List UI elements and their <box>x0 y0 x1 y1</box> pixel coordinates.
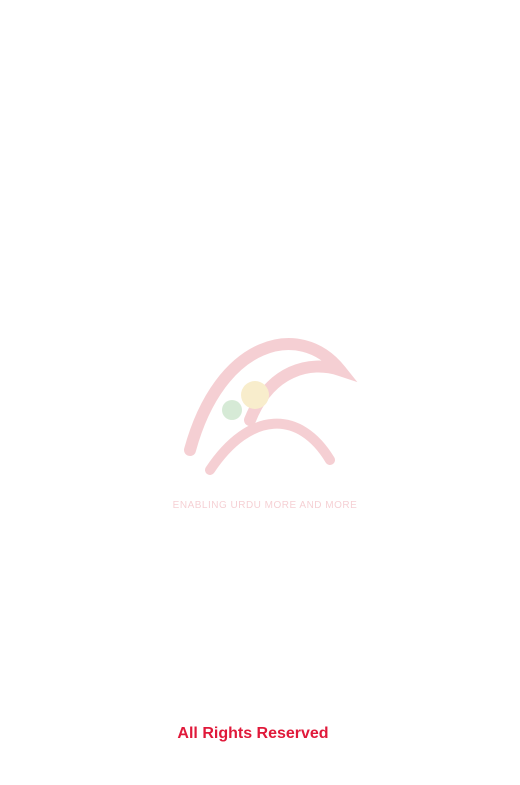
text-line <box>14 754 506 779</box>
text-line <box>14 142 506 167</box>
text-line <box>14 467 506 492</box>
paragraph <box>14 44 506 387</box>
text-line <box>14 650 506 675</box>
text-line <box>14 491 506 516</box>
watermark-text: ENABLING URDU MORE AND MORE <box>172 500 358 511</box>
text-line <box>14 118 506 143</box>
text-line <box>14 546 506 571</box>
text-line <box>14 418 506 443</box>
text-line <box>14 442 506 467</box>
paragraph <box>14 522 506 620</box>
text-line <box>14 363 506 388</box>
text-line <box>14 216 506 241</box>
text-line <box>14 626 506 651</box>
text-line <box>14 595 506 620</box>
text-line <box>14 289 506 314</box>
rights-notice: All Rights Reserved <box>177 725 329 742</box>
text-line <box>14 314 506 339</box>
text-line <box>14 93 506 118</box>
text-line <box>14 522 506 547</box>
text-line <box>14 265 506 290</box>
text-line <box>14 571 506 596</box>
text-line <box>14 191 506 216</box>
article-body <box>14 44 506 785</box>
footer <box>0 722 520 746</box>
text-line <box>14 675 506 700</box>
text-line <box>14 69 506 94</box>
paragraph <box>14 393 506 516</box>
text-line <box>14 338 506 363</box>
paragraph <box>14 626 506 700</box>
text-line <box>14 393 506 418</box>
text-line <box>14 167 506 192</box>
text-line <box>14 44 506 69</box>
text-line <box>14 240 506 265</box>
